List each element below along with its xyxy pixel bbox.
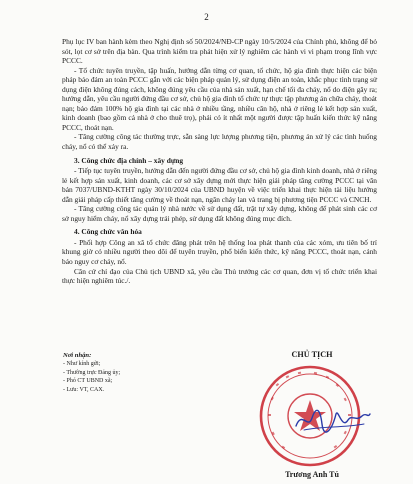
page-number: 2 (204, 12, 209, 22)
section-heading: 4. Công chức văn hóa (74, 227, 142, 237)
paragraph: Căn cứ chỉ đạo của Chủ tịch UBND xã, yêu cầu Thủ trưởng các cơ quan, đơn vị tổ chức triển khai thực hiện nghiêm túc./. (62, 266, 377, 286)
paragraph: - Tổ chức tuyên truyền, tập huấn, hướng dẫn từng cơ quan, tổ chức, hộ gia đình thực hiện các biện pháp bảo đảm an toàn PCCC gắn với các biện pháp quản lý, sử dụng điện an toàn, khắc phục tình trạng sử dụng điện không đúng cách, không đúng yêu cầu của nhà sản xuất, hạn chế tối đa cháy, nổ do điện gây ra; hướng dẫn, yêu cầu người đứng đầu cơ sở, chủ hộ gia đình tổ chức tự thực tập phương án chữa cháy, thoát nạn; bảo đảm 100% hộ gia đình tại các nhà ở nhiều tầng, nhiều căn hộ, nhà ở riêng lẻ kết hợp sản xuất, kinh doanh (bao gồm cả nhà ở cho thuê trọ), phải có ít nhất một người được tập huấn kiến thức kỹ năng PCCC, thoát nạn. (62, 65, 377, 132)
document-body (62, 37, 377, 286)
signer-title: CHỦ TỊCH (291, 350, 333, 359)
handwritten-signature-icon (292, 400, 372, 440)
paragraph: - Tăng cường công tác quản lý nhà nước về sử dụng đất, trật tự xây dựng, không để phát sinh các cơ sở nguy hiểm cháy, nổ xây dựng trái phép, sử dụng đất không đúng mục đích. (62, 204, 377, 223)
recipients-title: Nơi nhận: (63, 352, 92, 359)
paragraph: Phụ lục IV ban hành kèm theo Nghị định số 50/2024/NĐ-CP ngày 10/5/2024 của Chính phủ, không để bỏ sót, lọt cơ sở trên địa bàn. Qua trình kiểm tra phát hiện xử lý nghiêm các hành vi vi phạm trong lĩnh vực PCCC. (62, 37, 377, 66)
recipient-item: - Lưu: VT, CAX. (63, 386, 105, 393)
paragraph: - Tiếp tục tuyên truyền, hướng dẫn đến người đứng đầu cơ sở, chủ hộ gia đình kinh doanh, nhà ở riêng lẻ kết hợp sản xuất, kinh doanh, các cơ sở xây dựng mới thực hiện giải pháp tăng cường PCCC tại văn bản 7037/UBND-KTHT ngày 30/10/2024 của UBND huyện về việc triển khai thực hiện tài liệu hướng dẫn giải pháp cấp thiết tăng cường về thoát nạn, ngăn cháy lan và trang bị phương tiện PCCC và CNCH. (62, 166, 377, 204)
section-heading: 3. Công chức địa chính – xây dựng (74, 155, 184, 165)
recipient-item: - Phó CT UBND xã; (63, 378, 113, 385)
recipient-item: - Thường trực Đảng ủy; (63, 369, 121, 376)
recipients-block (63, 352, 183, 394)
recipient-item: - Như kính gửi; (63, 361, 101, 368)
paragraph: - Phối hợp Công an xã tổ chức đăng phát trên hệ thống loa phát thanh của các xóm, ưu tiên bố trí khung giờ có nhiều người theo dõi để tuyên truyền, phổ biến kiến thức, kỹ năng PCCC, thoát nạn, cảnh báo nguy cơ cháy, nổ. (62, 237, 377, 267)
signer-name: Trương Anh Tú (285, 470, 339, 479)
paragraph: - Tăng cường công tác thường trực, sẵn sàng lực lượng phương tiện, phương án xử lý các tình huống cháy, nổ có thể xảy ra. (62, 132, 377, 152)
